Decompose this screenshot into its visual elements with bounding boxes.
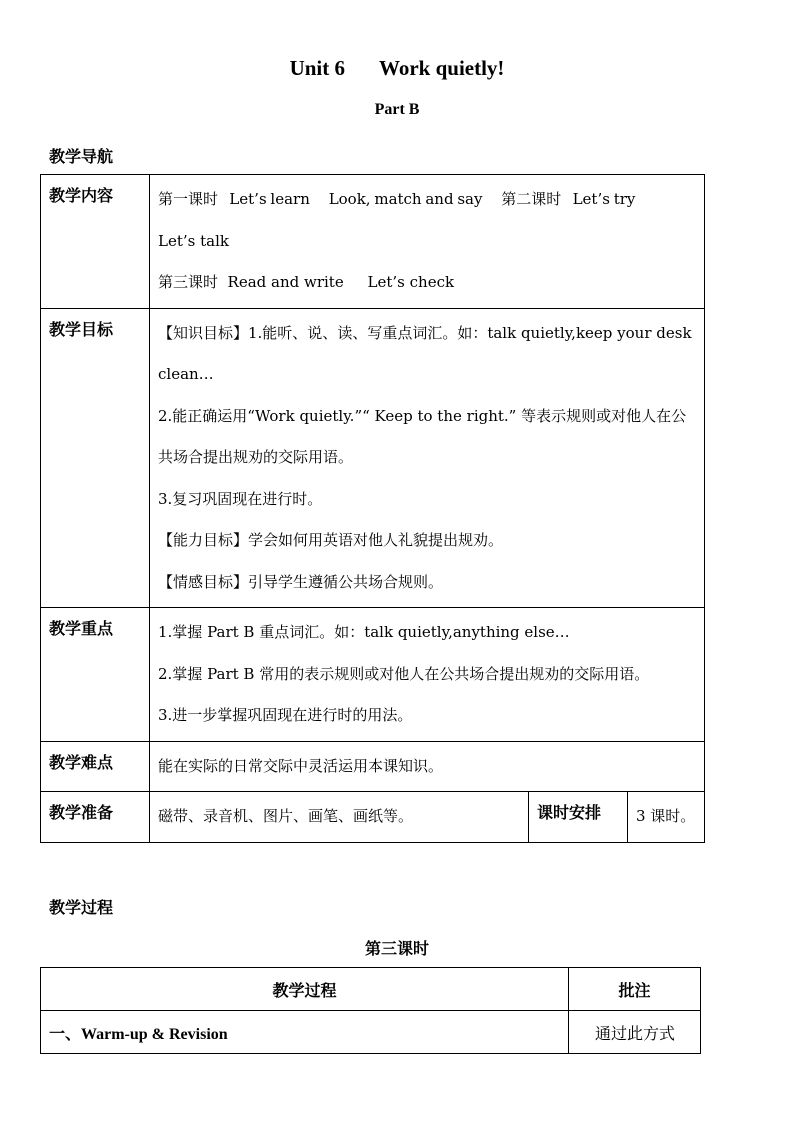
teaching-navigation-table	[40, 174, 705, 843]
goals-line-5: 【情感目标】引导学生遵循公共场合规则。	[158, 572, 444, 591]
content-line-1: 第一课时 Let’s learn Look, match and say 第二课时 Let’s try	[158, 190, 636, 208]
process-column-header: 教学过程	[41, 968, 569, 1011]
warmup-note: 通过此方式	[569, 1011, 701, 1054]
content-cell	[150, 175, 705, 309]
schedule-label: 课时安排	[529, 792, 628, 843]
unit-title: Work quietly!	[379, 56, 505, 80]
key-line-1: 1.掌握 Part B 重点词汇。如：talk quietly,anything else…	[158, 623, 570, 641]
content-line-3: 第三课时 Read and write Let’s check	[158, 273, 455, 291]
nav-heading: 教学导航	[49, 147, 114, 166]
goals-line-1: 【知识目标】1.能听、说、读、写重点词汇。如：talk quietly,keep your desk clean…	[158, 323, 692, 383]
difficulty-label: 教学难点	[41, 741, 150, 792]
content-row	[41, 175, 705, 309]
schedule-cell: 3 课时。	[628, 792, 705, 843]
teaching-process-table	[40, 967, 701, 1054]
page-subtitle: Part B	[374, 101, 420, 118]
preparation-row	[41, 792, 705, 843]
goals-label: 教学目标	[41, 308, 150, 608]
key-line-3: 3.进一步掌握巩固现在进行时的用法。	[158, 706, 413, 724]
notes-column-header: 批注	[569, 968, 701, 1011]
key-points-label: 教学重点	[41, 608, 150, 742]
warmup-step: 一、Warm-up & Revision	[41, 1011, 569, 1054]
lesson-heading: 第三课时	[364, 939, 429, 958]
preparation-cell: 磁带、录音机、图片、画笔、画纸等。	[150, 792, 529, 843]
goals-line-3: 3.复习巩固现在进行时。	[158, 489, 323, 508]
page-title	[0, 56, 794, 81]
preparation-label: 教学准备	[41, 792, 150, 843]
goals-line-2: 2.能正确运用“Work quietly.”“ Keep to the right.” 等表示规则或对他人在公共场合提出规劝的交际用语。	[158, 406, 687, 466]
process-header-row	[41, 968, 701, 1011]
unit-number: Unit 6	[289, 56, 345, 80]
goals-cell	[150, 308, 705, 608]
content-label: 教学内容	[41, 175, 150, 309]
key-points-row	[41, 608, 705, 742]
key-points-cell	[150, 608, 705, 742]
goals-row	[41, 308, 705, 608]
content-line-2: Let’s talk	[158, 231, 229, 250]
goals-line-4: 【能力目标】学会如何用英语对他人礼貌提出规劝。	[158, 531, 504, 549]
difficulty-cell: 能在实际的日常交际中灵活运用本课知识。	[150, 741, 705, 792]
difficulty-row	[41, 741, 705, 792]
process-row	[41, 1011, 701, 1054]
process-heading: 教学过程	[49, 898, 114, 917]
key-line-2: 2.掌握 Part B 常用的表示规则或对他人在公共场合提出规劝的交际用语。	[158, 664, 650, 683]
